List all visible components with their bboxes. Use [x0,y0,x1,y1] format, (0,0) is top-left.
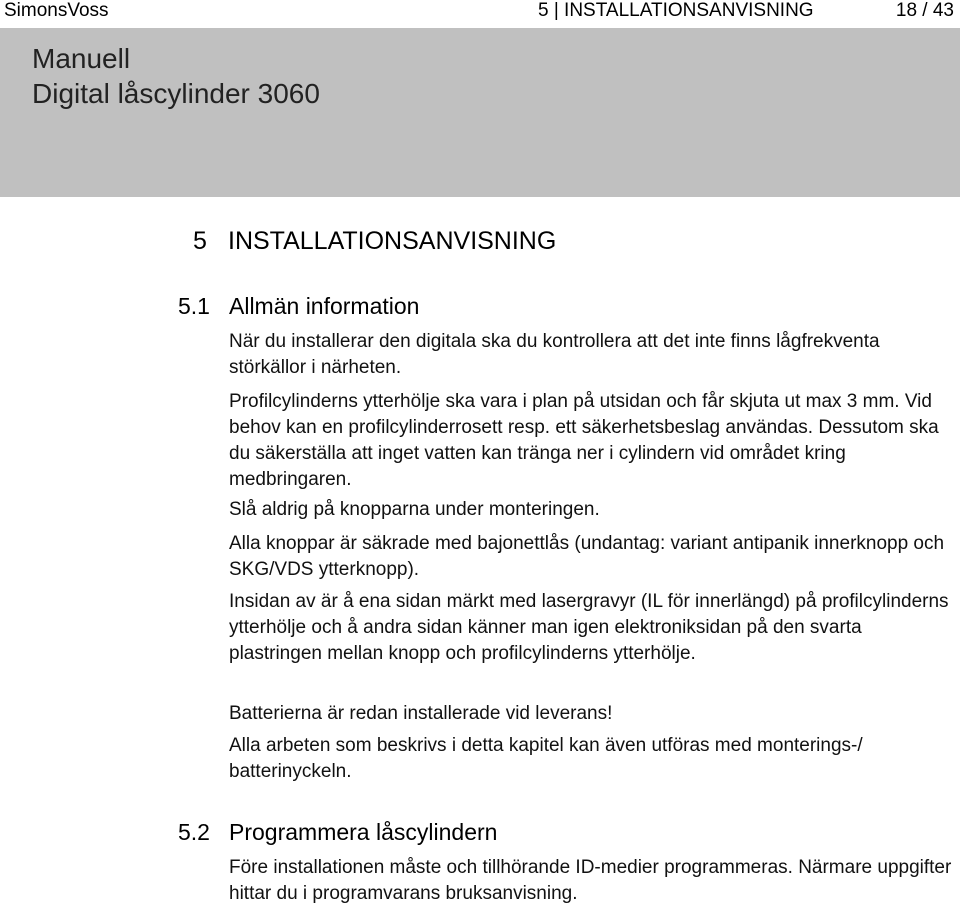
paragraph: Batterierna är redan installerade vid leverans! [229,703,613,724]
page-number: 18 / 43 [895,0,954,21]
section-number: 5.2 [178,819,210,845]
running-chapter-title: 5 | INSTALLATIONSANVISNING [538,0,814,21]
title-band [0,28,960,197]
section-number: 5.1 [178,293,210,319]
running-header [0,0,960,28]
brand-name: SimonsVoss [4,0,109,21]
document-title [32,41,320,111]
chapter-heading [193,224,556,258]
paragraph: Slå aldrig på knopparna under monteringen. [229,499,600,520]
paragraph: Före installationen måste och tillhörande ID-medier programmeras. Närmare uppgifter hittar du i programvarans bruksanvisning. [229,857,952,904]
section-title: Allmän information [229,293,420,319]
paragraph: Profilcylinderns ytterhölje ska vara i plan på utsidan och får skjuta ut max 3 mm. Vid behov kan en profilcylinderrosett resp. ett säkerhetsbeslag användas. Dessutom ska du säkerställa att inget vatten kan tränga ner i cylindern vid området kring medbringaren. [229,391,939,490]
document-title-line-2: Digital låscylinder 3060 [32,78,320,109]
chapter-number: 5 [193,227,207,255]
section-heading-programming [178,817,497,847]
paragraph: När du installerar den digitala ska du kontrollera att det inte finns lågfrekventa störkällor i närheten. [229,331,880,378]
section-heading-general [178,291,419,321]
section-title: Programmera låscylindern [229,819,498,845]
chapter-title: INSTALLATIONSANVISNING [228,227,557,255]
document-title-line-1: Manuell [32,43,131,74]
paragraph: Insidan av är å ena sidan märkt med lasergravyr (IL för innerlängd) på profilcylinderns ytterhölje och å andra sidan känner man igen elektroniksidan på den svarta plastringen mellan knopp och profilcylinderns ytterhölje. [229,591,949,664]
paragraph: Alla arbeten som beskrivs i detta kapitel kan även utföras med monterings-/ batterinyckeln. [229,735,863,782]
paragraph: Alla knoppar är säkrade med bajonettlås (undantag: variant antipanik innerknopp och SKG/VDS ytterknopp). [229,533,945,580]
